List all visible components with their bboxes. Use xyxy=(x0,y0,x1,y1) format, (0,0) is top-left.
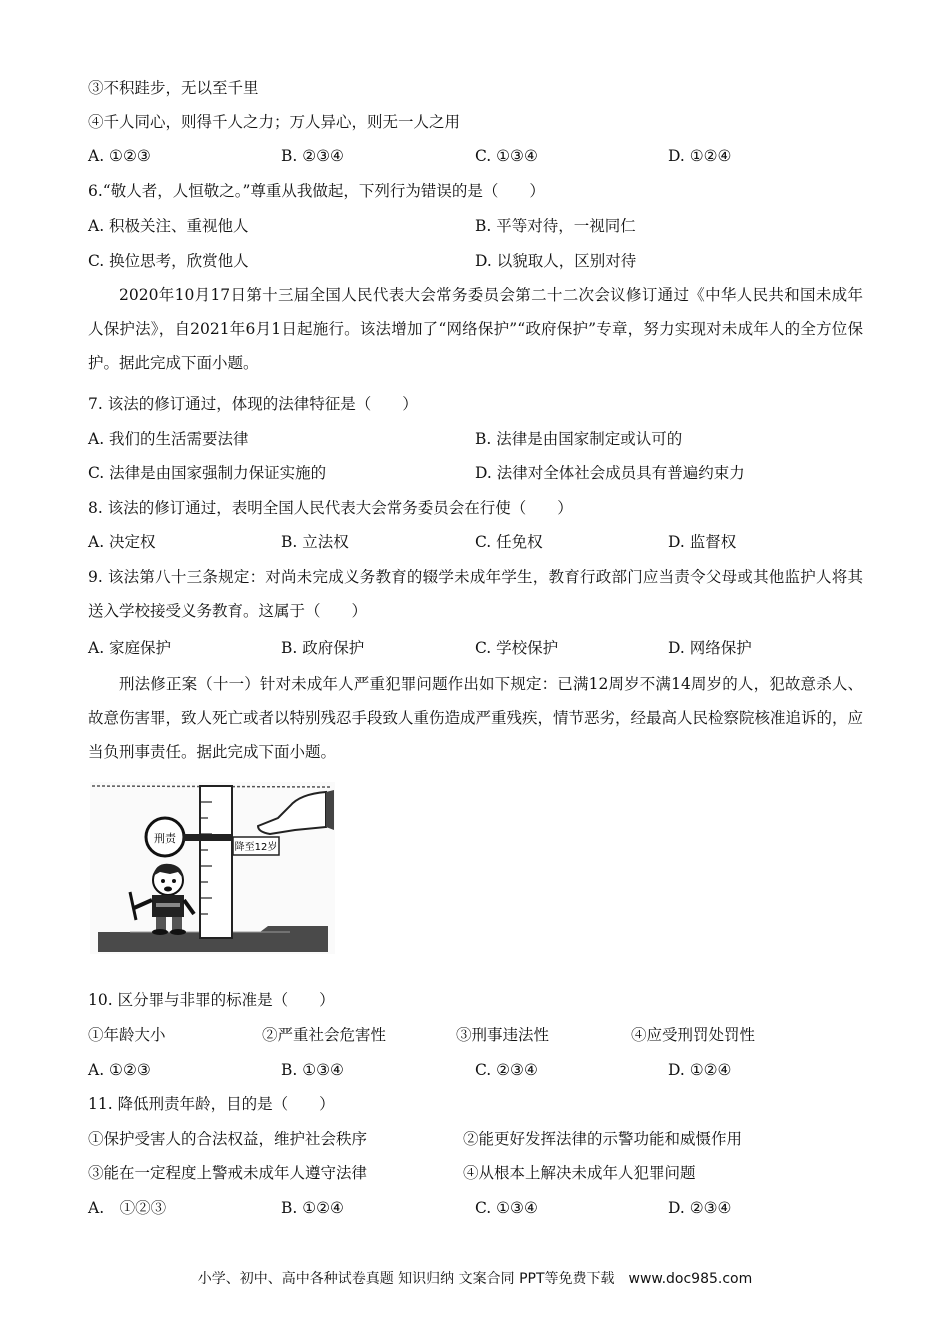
q9-option-d: D. 网络保护 xyxy=(668,639,752,657)
q10-item-2: ②严重社会危害性 xyxy=(262,1026,387,1044)
q10-item-3: ③刑事违法性 xyxy=(456,1026,550,1044)
q6-stem: 6.“敬人者，人恒敬之。”尊重从我做起，下列行为错误的是（ ） xyxy=(88,182,545,200)
q8-option-a: A. 决定权 xyxy=(88,533,156,551)
q11-item-4: ④从根本上解决未成年人犯罪问题 xyxy=(463,1164,696,1182)
cartoon-illustration xyxy=(90,782,335,954)
q11-option-c: C. ①③④ xyxy=(475,1199,538,1217)
q5-item-4: ④千人同心，则得千人之力；万人异心，则无一人之用 xyxy=(88,113,461,131)
q11-stem: 11. 降低刑责年龄，目的是（ ） xyxy=(88,1095,335,1113)
q11-item-1: ①保护受害人的合法权益，维护社会秩序 xyxy=(88,1130,368,1148)
q5-option-c: C. ①③④ xyxy=(475,147,538,165)
q6-option-a: A. 积极关注、重视他人 xyxy=(88,217,249,235)
q11-option-d: D. ②③④ xyxy=(668,1199,732,1217)
q8-option-d: D. 监督权 xyxy=(668,533,737,551)
q5-option-b: B. ②③④ xyxy=(281,147,344,165)
q7-option-c: C. 法律是由国家强制力保证实施的 xyxy=(88,464,327,482)
q9-option-b: B. 政府保护 xyxy=(281,639,365,657)
q8-option-c: C. 任免权 xyxy=(475,533,543,551)
q10-option-b: B. ①③④ xyxy=(281,1061,344,1079)
q8-option-b: B. 立法权 xyxy=(281,533,349,551)
passage-criminal-law-amendment: 刑法修正案（十一）针对未成年人严重犯罪问题作出如下规定：已满12周岁不满14周岁的人，犯故意杀人、故意伤害罪，致人死亡或者以特别残忍手段致人重伤造成严重残疾，情节恶劣，经最高人民检察院核准追诉的，应当负刑事责任。据此完成下面小题。 xyxy=(88,675,864,761)
q11-item-2: ②能更好发挥法律的示警功能和威慑作用 xyxy=(463,1130,743,1148)
passage-minor-protection-law: 2020年10月17日第十三届全国人民代表大会常务委员会第二十二次会议修订通过《中华人民共和国未成年人保护法》，自2021年6月1日起施行。该法增加了“网络保护”“政府保护”专章，努力实现对未成年人的全方位保护。据此完成下面小题。 xyxy=(88,286,863,372)
q9-option-c: C. 学校保护 xyxy=(475,639,559,657)
q5-option-a: A. ①②③ xyxy=(88,147,151,165)
q10-option-a: A. ①②③ xyxy=(88,1061,151,1079)
cartoon-circle-label: 刑责 xyxy=(154,832,176,845)
cartoon-arrow-label: 降至12岁 xyxy=(234,842,278,853)
q7-option-d: D. 法律对全体社会成员具有普遍约束力 xyxy=(475,464,745,482)
q10-stem: 10. 区分罪与非罪的标准是（ ） xyxy=(88,991,335,1009)
q9-stem: 9. 该法第八十三条规定：对尚未完成义务教育的辍学未成年学生，教育行政部门应当责令父母或其他监护人将其送入学校接受义务教育。这属于（ ） xyxy=(88,568,863,620)
q10-option-d: D. ①②④ xyxy=(668,1061,732,1079)
page-footer: 小学、初中、高中各种试卷真题 知识归纳 文案合同 PPT等免费下载 www.doc985.com xyxy=(197,1271,753,1287)
q8-stem: 8. 该法的修订通过，表明全国人民代表大会常务委员会在行使（ ） xyxy=(88,499,573,517)
q11-option-b: B. ①②④ xyxy=(281,1199,344,1217)
q5-item-3: ③不积跬步，无以至千里 xyxy=(88,79,259,97)
q10-item-4: ④应受刑罚处罚性 xyxy=(631,1026,756,1044)
q10-item-1: ①年龄大小 xyxy=(88,1026,166,1044)
q11-option-a: A. ①②③ xyxy=(88,1199,167,1217)
q7-option-b: B. 法律是由国家制定或认可的 xyxy=(475,430,683,448)
q7-stem: 7. 该法的修订通过，体现的法律特征是（ ） xyxy=(88,395,418,413)
q9-option-a: A. 家庭保护 xyxy=(88,639,172,657)
q11-item-3: ③能在一定程度上警戒未成年人遵守法律 xyxy=(88,1164,368,1182)
q6-option-c: C. 换位思考，欣赏他人 xyxy=(88,252,249,270)
q6-option-b: B. 平等对待，一视同仁 xyxy=(475,217,636,235)
q7-option-a: A. 我们的生活需要法律 xyxy=(88,430,249,448)
q10-option-c: C. ②③④ xyxy=(475,1061,538,1079)
q6-option-d: D. 以貌取人，区别对待 xyxy=(475,252,637,270)
q5-option-d: D. ①②④ xyxy=(668,147,732,165)
